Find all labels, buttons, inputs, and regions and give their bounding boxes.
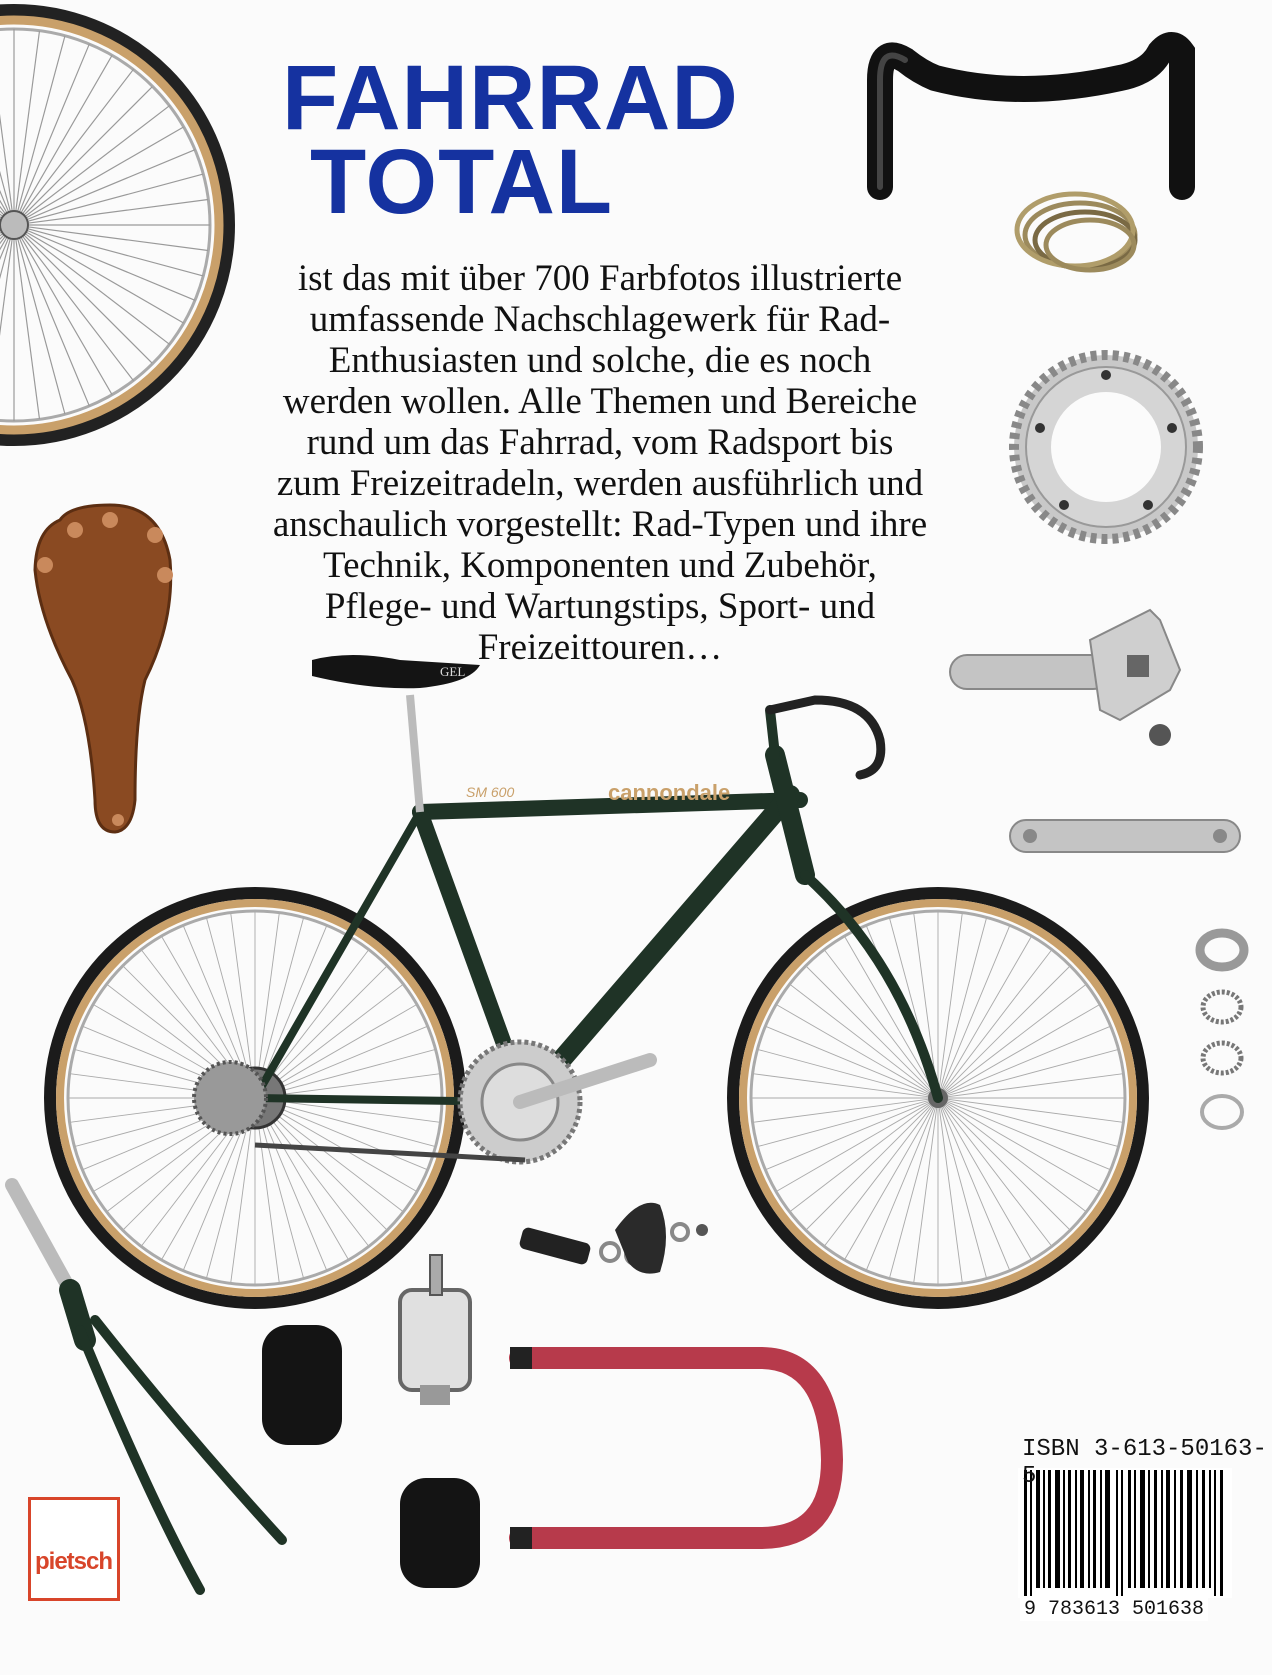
bike-frame xyxy=(255,700,938,1102)
chainring-icon xyxy=(1014,355,1198,539)
isbn: ISBN 3-613-50163-5 xyxy=(1022,1436,1267,1490)
bike-model-decal: SM 600 xyxy=(466,784,515,800)
publisher-logo-text: pietsch xyxy=(35,1548,113,1575)
bike-brand-decal: cannondale xyxy=(608,780,731,805)
cable-coil-icon xyxy=(1017,194,1135,270)
crankset-icon xyxy=(950,610,1180,746)
blurb-line: zum Freizeitradeln, werden ausführlich und xyxy=(276,463,924,504)
drop-handlebar-icon xyxy=(880,45,1182,187)
blurb-line: rund um das Fahrrad, vom Radsport bis xyxy=(306,422,894,463)
tube-cap xyxy=(510,1527,532,1549)
blurb-line: werden wollen. Alle Themen und Bereiche xyxy=(282,381,918,422)
rear-wheel-icon xyxy=(0,10,229,440)
barcode-digits: 9 783613 501638 xyxy=(1020,1598,1208,1621)
blurb-line: Technik, Komponenten und Zubehör, xyxy=(323,545,877,586)
book-title: TOTAL xyxy=(310,131,614,233)
book-title: FAHRRAD xyxy=(282,47,739,149)
headset-rings-icon xyxy=(1200,933,1244,1128)
blurb-line: Pflege- und Wartungstips, Sport- und xyxy=(324,586,876,627)
bar-end-tube-icon xyxy=(520,1358,832,1538)
pedal-icon xyxy=(400,1255,470,1405)
crank-arm-icon xyxy=(1010,820,1240,852)
blurb-line: anschaulich vorgestellt: Rad-Typen und ihre xyxy=(272,504,928,545)
tube-cap xyxy=(510,1347,532,1369)
grip-icon xyxy=(262,1325,342,1445)
blurb-line: umfassende Nachschlagewerk für Rad- xyxy=(309,299,891,340)
brake-parts-icon xyxy=(518,1203,708,1274)
publisher-logo xyxy=(28,1497,120,1601)
grip-icon xyxy=(400,1478,480,1588)
leather-saddle-icon xyxy=(35,505,173,832)
bicycle-illustration xyxy=(50,655,1143,1303)
blurb-line: Enthusiasten und solche, die es noch xyxy=(328,340,872,381)
saddle-brand-decal: GEL xyxy=(440,664,466,679)
blurb-line: Freizeittouren… xyxy=(477,627,723,668)
blurb-line: ist das mit über 700 Farbfotos illustrierte xyxy=(297,258,903,299)
seat-post xyxy=(410,695,420,812)
